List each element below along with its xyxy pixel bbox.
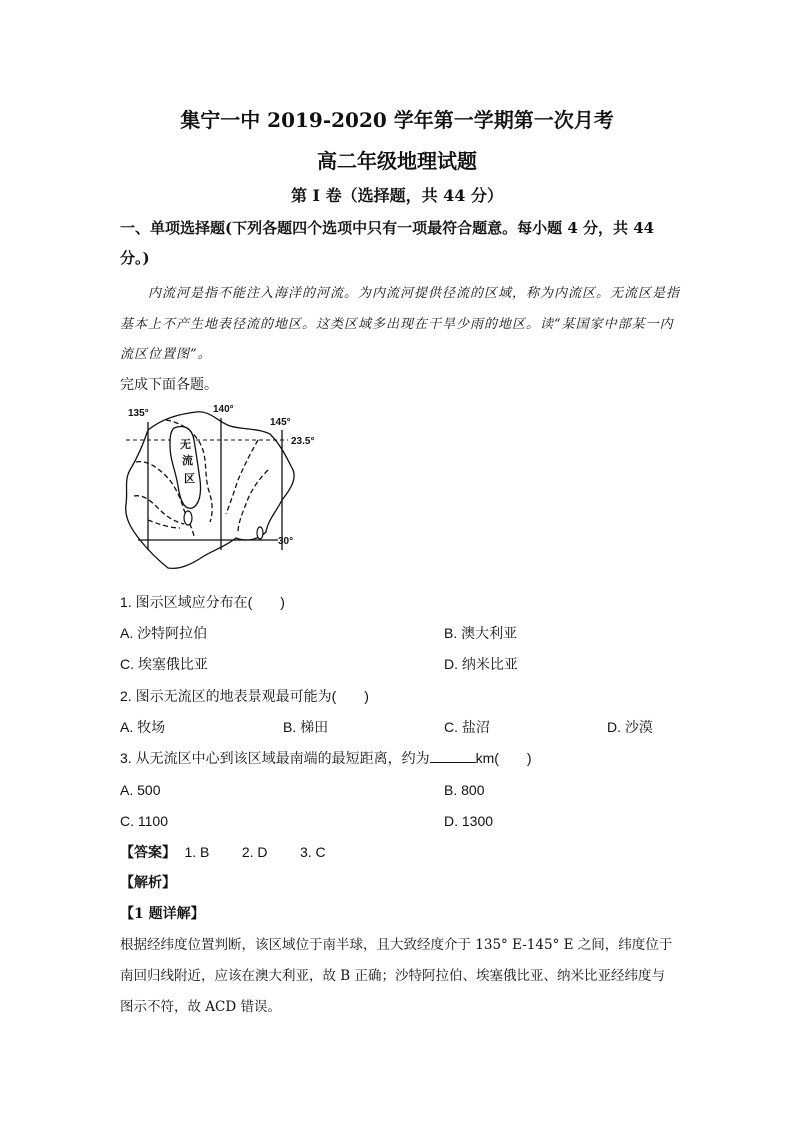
detail-label: 【1 题详解】 bbox=[120, 906, 205, 922]
q2-option-c[interactable]: C. 盐沼 bbox=[444, 719, 490, 735]
analysis-line-1: 根据经纬度位置判断，该区域位于南半球，且大致经度介于 135° E-145° E 之间，纬度位于 bbox=[120, 937, 673, 953]
answer-line bbox=[120, 842, 326, 863]
analysis-label: 【解析】 bbox=[120, 875, 176, 891]
section-heading: 第 I 卷（选择题，共 44 分） bbox=[290, 186, 504, 205]
instructions-line-1: 一、单项选择题(下列各题四个选项中只有一项最符合题意。每小题 4 分，共 44 bbox=[120, 219, 655, 237]
exam-subtitle: 高二年级地理试题 bbox=[317, 149, 477, 173]
instructions-line-2: 分。) bbox=[120, 249, 150, 267]
q3-option-b[interactable]: B. 800 bbox=[444, 782, 485, 798]
q2-option-a[interactable]: A. 牧场 bbox=[120, 719, 166, 735]
q3-stem-unit: km( ) bbox=[475, 750, 532, 766]
zone-char: 流 bbox=[182, 454, 193, 467]
passage-line-3: 流区位置图”。 bbox=[120, 347, 212, 362]
lat-label-23: 23.5° bbox=[291, 436, 315, 447]
drainage-line bbox=[134, 496, 184, 524]
answer-2: 2. D bbox=[241, 844, 268, 860]
zone-char: 无 bbox=[180, 438, 191, 451]
q2-option-d[interactable]: D. 沙漠 bbox=[607, 719, 653, 735]
lon-label-145: 145° bbox=[270, 417, 291, 428]
q3-option-a[interactable]: A. 500 bbox=[120, 782, 161, 798]
q1-option-a[interactable]: A. 沙特阿拉伯 bbox=[120, 625, 208, 641]
q2-option-b[interactable]: B. 梯田 bbox=[283, 719, 329, 735]
q1-option-c[interactable]: C. 埃塞俄比亚 bbox=[120, 656, 208, 672]
lon-label-140: 140° bbox=[213, 404, 234, 415]
answer-label: 【答案】 bbox=[120, 845, 176, 861]
basin-outline bbox=[126, 412, 294, 569]
answer-3: 3. C bbox=[299, 844, 326, 860]
lon-label-135: 135° bbox=[128, 408, 149, 419]
q3-stem-text: 3. 从无流区中心到该区域最南端的最短距离，约为 bbox=[120, 750, 430, 766]
question-3-stem bbox=[120, 748, 532, 768]
prompt-text: 完成下面各题。 bbox=[120, 376, 218, 392]
analysis-line-3: 图示不符，故 ACD 错误。 bbox=[120, 999, 281, 1015]
zone-char: 区 bbox=[184, 472, 195, 485]
passage-line-1: 内流河是指不能注入海洋的河流。为内流河提供径流的区域，称为内流区。无流区是指 bbox=[148, 286, 681, 301]
q3-option-c[interactable]: C. 1100 bbox=[120, 813, 168, 829]
passage-line-2: 基本上不产生地表径流的地区。这类区域多出现在干旱少雨的地区。读“某国家中部某一内 bbox=[120, 317, 674, 332]
q3-option-d[interactable]: D. 1300 bbox=[444, 813, 494, 829]
answer-1: 1. B bbox=[184, 844, 210, 860]
basin-location-map bbox=[118, 400, 338, 580]
q1-option-d[interactable]: D. 纳米比亚 bbox=[444, 656, 518, 672]
lake bbox=[184, 511, 192, 525]
exam-title: 集宁一中 2019-2020 学年第一学期第一次月考 bbox=[180, 108, 614, 132]
drainage-line bbox=[226, 440, 258, 514]
lake bbox=[257, 527, 263, 539]
question-1-stem: 1. 图示区域应分布在( ) bbox=[120, 594, 285, 610]
answer-blank bbox=[430, 748, 476, 763]
analysis-line-2: 南回归线附近，应该在澳大利亚，故 B 正确；沙特阿拉伯、埃塞俄比亚、纳米比亚经纬度与 bbox=[120, 968, 666, 984]
question-2-stem: 2. 图示无流区的地表景观最可能为( ) bbox=[120, 688, 369, 704]
q1-option-b[interactable]: B. 澳大利亚 bbox=[444, 625, 518, 641]
lat-label-30: 30° bbox=[278, 536, 294, 547]
drainage-line bbox=[238, 470, 268, 532]
